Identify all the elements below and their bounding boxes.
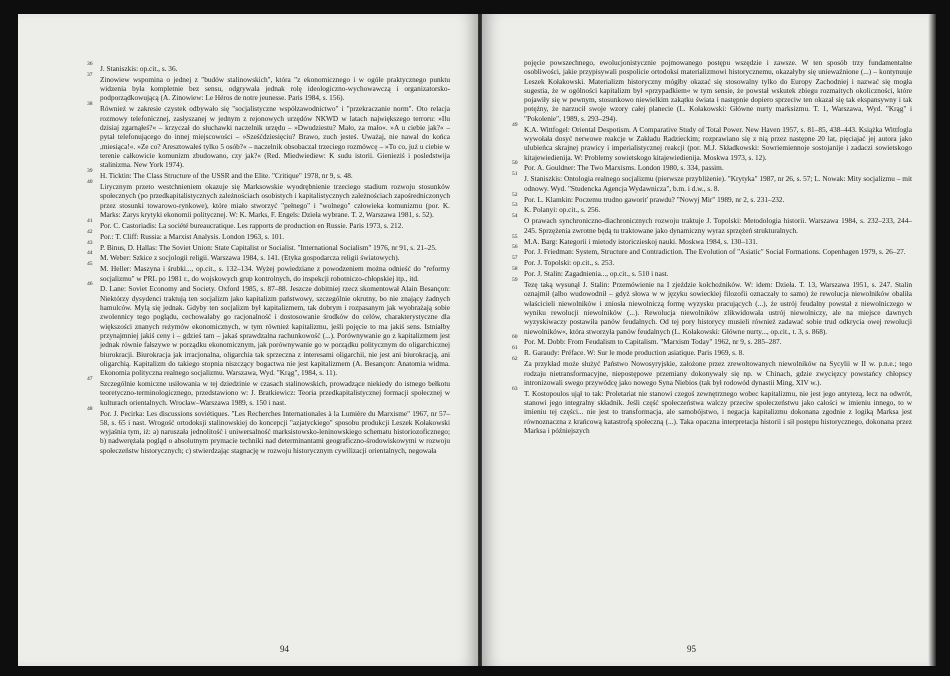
footnote [512,171,912,193]
page-edge-shadow [928,14,936,666]
footnote [87,281,450,378]
footnote-text: M. Weber: Szkice z socjologii religii. Warszawa 1984, s. 141. (Etyka gospodarcza religii światowych). [100,253,400,263]
footnote [87,405,450,455]
footnote-number: 42 [87,228,93,235]
footnote-number: 53 [512,202,518,209]
footnote-text: M.A. Barg: Kategorii i mietody istoriczieskoj nauki. Moskwa 1984, s. 130–131. [524,236,758,246]
left-page-notes [87,61,450,455]
footnote [87,168,450,181]
footnote-text: Por. A. Gouldner: The Two Marxisms. London 1980, s. 334, passim. [524,163,724,173]
footnote-number: 40 [87,178,93,185]
footnote-text: O prawach synchroniczno-diachronicznych rozwoju traktuje J. Topolski: Metodologia historii. Warszawa 1984, s. 232–233, 244–245. Sprzężenia zwrotne będą tu traktowane jako dynamiczny wyraz sprzężeń strukturalnych. [524,216,912,235]
footnote-text: Por. J. Topolski: op.cit., s. 253. [524,258,615,268]
footnote-number: 45 [87,261,93,268]
footnote-text: Por. J. Friedman: System, Structure and Contradiction. The Evolution of "Asiatic" Social Formations. Copenhagen 1979, s. 26–27. [524,247,906,257]
footnote-text: Szczególnie komiczne usiłowania w tej dziedzinie w czasach stalinowskich, prowadzące niekiedy do istnego bełkotu teoretyczno-terminologicznego, przedstawiono w: J. Bratkiewicz: Teoria przedkapitalistycznej formacji społecznej w kulturach orientalnych. Wrocław–Warszawa 1989, s. 150 i nast. [100,379,450,407]
footnote-number: 46 [87,281,93,288]
footnote [512,385,912,435]
footnote-number: 56 [512,244,518,251]
footnote-number: 39 [87,168,93,175]
footnote-number: 54 [512,213,518,220]
footnote [512,233,912,246]
footnote-number: 58 [512,266,518,273]
right-page-number: 95 [687,644,696,654]
footnote [512,160,912,173]
footnote-text: Por. M. Dobb: From Feudalism to Capitalism. "Marxism Today" 1962, nr 9, s. 285–287. [524,337,782,347]
footnote-text: Por.: T. Cliff: Russia: a Marxist Analysis. London 1963, s. 101. [100,231,285,241]
footnote-number: 61 [512,345,518,352]
footnote [512,334,912,347]
footnote-number: 62 [512,356,518,363]
footnote-text: J. Staniszkis: Ontologia realnego socjalizmu (pierwsze przybliżenie). "Krytyka" 1987, nr 26, s. 57; L. Nowak: Mity socjalizmu – mit odnowy. Wyd. "Studencka Agencja Wydawnicza", b.m. i d.w., s. 8. [524,174,912,193]
footnote [87,376,450,407]
footnote [87,250,450,263]
footnote [512,202,912,215]
footnote [87,261,450,283]
footnote-number: 37 [87,71,93,78]
footnote-text: D. Lane: Soviet Economy and Society. Oxford 1985, s. 87–88. Jeszcze dobitniej rzecz skomentował Alain Besançon: Niektórzy dysydenci traktują ten socjalizm jako kapitalizm państwowy, szczególnie okrutny, bo nie znający żadnych hamulców. Mylą się jednak. Gdyby ten socjalizm był kapitalizmem, tak dobrym i rozpasanym jak wyobrażają sobie zwolennicy tego poglądu, cechowałaby go racjonalność i dostosowanie środków do celów, charakterystyczne dla większości znanych reżymów ekonomicznych, w tym również kapitalizmu, jeśli pojęcie to ma jakiś sens. Istniałby przynajmniej jakiś ceny i – gdzieś tam – jakaś sprawdzalna rachunkowość (...). Porównywanie go z kapitalizmem jest jednak równie fałszywe w porządku ekonomicznym, jak porównywanie go w porządku politycznym do oligarchicznej biurokracji. Biurokracja jak irracjonalna, oligarchia tak sprzeczna z interesami oligarchii, nie jest ani biurokracją, ani oligarchią. Kapitalizm do takiego stopnia niszczący bogactwa nie jest kapitalizmem (A. Besançon: Anatomia widma. Ekonomia polityczna realnego socjalizmu. Warszawa, Wyd. "Krąg", 1984, s. 11). [100,284,450,378]
footnote [512,213,912,235]
footnote-number: 57 [512,255,518,262]
footnote [512,121,912,162]
footnote-text: Również w zakresie czystek odbywało się "socjalistyczne współzawodnictwo" i "przekraczanie norm". Oto relacja rozmowy telefonicznej, zasłyszanej w jednym z rejonowych urzędów NKWD w latach największego terroru: »Ilu dzisiaj zgarnąłeś?« – krzyczał do słuchawki naczelnik urzędu – »Dwudziestu? Mało, za mało«. »A u ciebie jak?« – pytał telefonującego do innej miejscowości – »Sześćdziesięciu? Brawo, zuch jesteś. Uważaj, nie nawal do końca ,miesiąca!«. »Ze co? Aresztowałeś tylko 5 osób?« – naczelnik obsobaczał trzeciego rozmówcę – »To co, już u ciebie w terenie całkowicie komunizm zbudowano, czy jak?« (Red. Miedwiediew: K sudu istorii. Gienieziś i posledstwija stalinizma. New York 1974). [100,104,450,170]
footnote-text: Za przykład może służyć Państwo Nowosyryjskie, założone przez zrewoltowanych niewolników na Sycylii w II w. p.n.e.; tego rodzaju nietransformacyjne, niepostępowe przemiany dokonywały się np. w Chinach, gdzie zwycięzcy powstańcy chłopscy intronizowali swego przywódcę jako nowego Syna Niebios (tak był rodowód dynastii Ming, XIV w.). [524,359,912,387]
footnote [87,71,450,103]
footnote [87,228,450,241]
footnote [87,178,450,219]
footnote-text: Por. C. Castoriadis: La société bureaucratique. Les rapports de production en Russie. Paris 1973, s. 212. [100,220,404,230]
footnote-text: K.A. Wittfogel: Oriental Despotism. A Comparative Study of Total Power. New Haven 1957, s. 81–85, 438–443. Książka Wittfogla wywołała dosyć nerwowe reakcje w Zakładu Radzieckim; rozprawiano się z nią przez następne 20 lat, pięciajać jej autora jako ulubieńca skrajnej prawicy i imperialistycznej reakcji (por. M.J. Składkowski: Sowriemiennoje sostojanije i zadaczi sowietskogo kitajewiedienija. W: Problemy sowietskogo kitajewiedienija. Moskwa 1973, s. 12). [524,124,912,162]
footnote-number: 49 [512,121,518,128]
footnote-number: 50 [512,160,518,167]
footnote-text: H. Ticktin: The Class Structure of the USSR and the Elite. "Critique" 1978, nr 9, s. 48. [100,171,353,181]
footnote [87,61,450,73]
footnote-text: R. Garaudy: Préface. W: Sur le mode production asiatique. Paris 1969, s. 8. [524,348,745,358]
footnote-number: 51 [512,171,518,178]
footnote-text: Por. L. Klamkin: Poczemu trudno gaworit' prawdu? "Nowyj Mir" 1989, nr 2, s. 231–232. [524,194,785,204]
footnote-text: Por. J. Pecirka: Les discussions soviétiques. "Les Recherches Internationales à la Lumière du Marxisme" 1967, nr 57–58, s. 65 i nast. Wrogość ortodoksji stalinowskiej do koncepcji "azjatyckiego" sposobu produkcji Leszek Kołakowski wyjaśnia tym, iż: a) naruszała jednolitość i uniwersalność marksistowsko-leninowskiego schematu historiozoficznego; b) nadwerężała pogląd o absolutnym prymacie techniki nad determinantami geograficzno-środowiskowymi w rozwoju społeczeństw historycznych; c) stwierdzając stagnację w rozwoju historycznym cywilizacji orientalnych, negowała [100,408,450,455]
footnote [512,356,912,387]
right-page [482,14,936,666]
footnote [512,277,912,336]
footnote-text: J. Staniszkis: op.cit., s. 36. [100,64,178,73]
footnote-text: Por. J. Stalin: Zagadnienia..., op.cit., s. 510 i nast. [524,269,669,279]
footnote-number: 59 [512,277,518,284]
footnote-number: 43 [87,239,93,246]
footnote-text: Lirycznym przeto westchnieniem okazuje się Marksowskie wyodrębnienie trzeciego stadium rozwoju stosunków społecznych (po przedkapitalistycznych zależnościach osobistych i kapitalistycznych zależnościach zapośredniczonych przez stosunki towarowo-rynkowe), które miało stworzyć "pełnego" i "wolnego" człowieka komunizmu (por. K. Marks: Zarys krytyki ekonomii politycznej. W: K. Marks, F. Engels: Dzieła wybrane. T. 2, Warszawa 1981, s. 52). [100,181,450,219]
footnote-number: 55 [512,233,518,240]
footnote-text: Tezę taką wysunął J. Stalin: Przemówienie na I zjeździe kołchoźników. W: idem: Dzieła. T. 13, Warszawa 1951, s. 247. Stalin oznajmił (albo wudowodnił – gdyż słowa w w języku sowieckiej filozofii oznaczały to samo) że rewolucja niewolników obaliła właścicieli niewolników i zniosła niewolniczą formę wyzysku pracujących (...), że ustrój feudalny powstał z niewolniczego w wyniku rewolucji niewolników (...). Rewolucja niewolników zlikwidowała ustrój niewolniczy, ale na miejsce dawnych wyzyskiwaczy postawiła panów feudalnych. Od tej pory historycy musieli również zadawać sobie trud odkrycia owej rewolucji niewolników«, która stworzyła panów feudalnych (L. Kołakowski: Główne nurty..., op.cit., t. 3, s. 868). [524,280,912,336]
footnote-number: 63 [512,385,518,392]
right-page-continuation: pojęcie powszechnego, ewolucjonistycznie pojmowanego postępu wszędzie i zawsze. W ten sposób trzy fundamentalne osobliwości, jakie przypisywali pospolicie ortodoksi materializmowi historycznemu, okazałyby się uniewaźnione (...) – kontynuuje Leszek Kołakowski. Materializm historyczny mógłby okazać się stosowalny tylko do Europy Zachodniej i nazwać się mogła sugestia, że w ogólności kapitalizm był »przypadkiem« w tym sensie, że powstał wskutek zbiegu rozmaitych okoliczności, które pojawiły się w pewnym, stosunkowo niewielkim zakątku świata i następnie dopiero sprzeciw ten okazał się tak ekspansywny i tak potężny, że narzucił swoje wzory całej planecie (L. Kołakowski: Główne nurty marksizmu. T. 1, Warszawa, Wyd. "Krąg" i "Pokolenie", 1989, s. 293–294). [524,58,912,123]
footnote [512,255,912,268]
footnote-number: 48 [87,405,93,412]
footnote-text: P. Binus, D. Hallas: The Soviet Union: State Capitalist or Socialist. "International Socialism" 1976, nr 91, s. 21–25. [100,242,437,252]
footnote-number: 47 [87,376,93,383]
footnote-number: 44 [87,250,93,257]
left-page-number: 94 [280,644,289,654]
footnote-text: M. Heller: Maszyna i śrubki..., op.cit., s. 132–134. Wyżej powiedziane z powodzeniem można odnieść do "reformy socjalizmu" w PRL po 1981 r., do wojskowych grup kontrolnych, do inspekcji robotniczo-chłopskiej itp., itd. [100,264,450,283]
footnote [512,244,912,257]
right-page-notes [512,121,912,436]
footnote [512,345,912,358]
footnote-text: Zinowiew wspomina o jednej z "budów stalinowskich", która "z ekonomicznego i w ogóle praktycznego punktu widzenia była kompletnie bez sensu, odgrywała jednak rolę ideologiczno-wychowawczą i organizatorsko-podporządkowującą (A. Zinowiew: Le Héros de notre jeunesse. Paris 1984, s. 156). [100,74,450,103]
footnote-number: 36 [87,61,93,67]
footnote [87,239,450,252]
footnote-text: K. Polanyi: op.cit., s. 256. [524,205,601,215]
footnote [87,101,450,170]
footnote [87,217,450,230]
footnote [512,191,912,204]
footnote-text: T. Kostopoulos ujął to tak: Proletariat nie stanowi czegoś zewnętrznego wobec kapitalizmu, nie jest jego antytezą, lecz na odwrót, stanowi jego integralny składnik. Jeśli część społeczeństwa walczy przeciw społeczeństwu jako całości w imieniu innego, to w imieniu tej części... nie jest to transformacja, ale samobójstwo, i negacja kapitalizmu dokonana zgodnie z logiką Marksa jest równoznaczna z krańcową katastrofą społeczną (...). Taka opaczna interpretacja historii i sił postępu historycznego, dokonana przez Marksa i późniejszych [524,388,912,435]
footnote [512,266,912,279]
footnote-number: 38 [87,101,93,108]
left-page [18,14,478,666]
footnote-number: 52 [512,191,518,198]
footnote-number: 60 [512,334,518,341]
footnote-number: 41 [87,217,93,224]
